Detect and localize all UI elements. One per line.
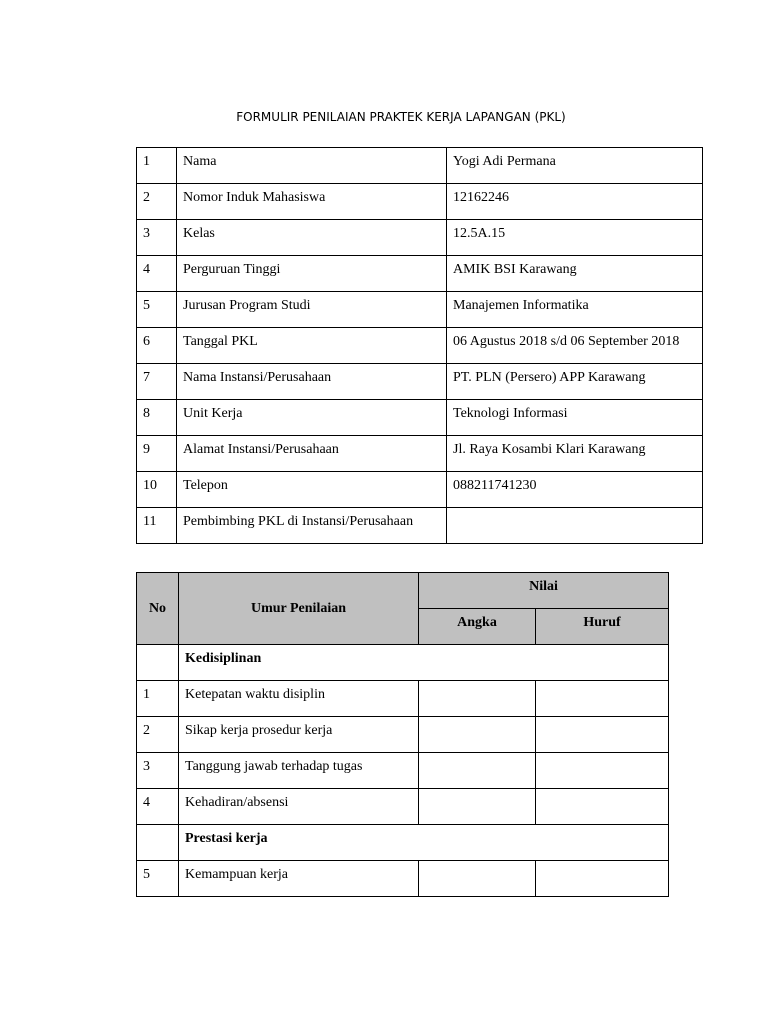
criteria-label: Sikap kerja prosedur kerja: [179, 717, 419, 753]
criteria-number: 2: [137, 717, 179, 753]
info-row: [137, 436, 703, 472]
info-row-number: 6: [137, 328, 177, 364]
score-angka-cell[interactable]: [419, 717, 536, 753]
info-row-value: 088211741230: [447, 472, 703, 508]
info-row: [137, 256, 703, 292]
criteria-row: [137, 789, 669, 825]
info-row: [137, 364, 703, 400]
info-row: [137, 220, 703, 256]
info-row: [137, 508, 703, 544]
header-item: Umur Penilaian: [179, 573, 419, 645]
info-row-value: AMIK BSI Karawang: [447, 256, 703, 292]
info-row-value: Teknologi Informasi: [447, 400, 703, 436]
criteria-row: [137, 753, 669, 789]
info-row-number: 8: [137, 400, 177, 436]
header-huruf: Huruf: [536, 609, 669, 645]
score-angka-cell[interactable]: [419, 753, 536, 789]
info-row-value: Manajemen Informatika: [447, 292, 703, 328]
score-huruf-cell[interactable]: [536, 681, 669, 717]
grading-header-row: [137, 573, 669, 609]
info-row-label: Pembimbing PKL di Instansi/Perusahaan: [177, 508, 447, 544]
header-angka: Angka: [419, 609, 536, 645]
info-row-number: 4: [137, 256, 177, 292]
info-row-label: Alamat Instansi/Perusahaan: [177, 436, 447, 472]
info-row-value: 06 Agustus 2018 s/d 06 September 2018: [447, 328, 703, 364]
section-row: [137, 825, 669, 861]
info-row: [137, 328, 703, 364]
info-row-label: Nomor Induk Mahasiswa: [177, 184, 447, 220]
info-row-number: 5: [137, 292, 177, 328]
criteria-label: Kemampuan kerja: [179, 861, 419, 897]
form-title: FORMULIR PENILAIAN PRAKTEK KERJA LAPANGAN (PKL): [236, 110, 566, 124]
info-row-number: 11: [137, 508, 177, 544]
info-row-number: 1: [137, 148, 177, 184]
criteria-row: [137, 717, 669, 753]
score-huruf-cell[interactable]: [536, 717, 669, 753]
info-row-number: 7: [137, 364, 177, 400]
info-row-value: PT. PLN (Persero) APP Karawang: [447, 364, 703, 400]
criteria-row: [137, 681, 669, 717]
criteria-label: Ketepatan waktu disiplin: [179, 681, 419, 717]
grading-table: [136, 572, 669, 897]
section-number-cell: [137, 645, 179, 681]
info-row-label: Nama Instansi/Perusahaan: [177, 364, 447, 400]
info-row-value: 12.5A.15: [447, 220, 703, 256]
info-row-number: 3: [137, 220, 177, 256]
info-row-number: 9: [137, 436, 177, 472]
info-row: [137, 472, 703, 508]
info-row: [137, 400, 703, 436]
info-row: [137, 292, 703, 328]
criteria-label: Tanggung jawab terhadap tugas: [179, 753, 419, 789]
score-huruf-cell[interactable]: [536, 861, 669, 897]
info-row-label: Perguruan Tinggi: [177, 256, 447, 292]
criteria-number: 4: [137, 789, 179, 825]
header-nilai: Nilai: [419, 573, 669, 609]
info-row-value: 12162246: [447, 184, 703, 220]
score-angka-cell[interactable]: [419, 789, 536, 825]
info-row: [137, 184, 703, 220]
criteria-number: 5: [137, 861, 179, 897]
info-row-value: [447, 508, 703, 544]
header-no: No: [137, 573, 179, 645]
info-row-number: 10: [137, 472, 177, 508]
criteria-label: Kehadiran/absensi: [179, 789, 419, 825]
criteria-row: [137, 861, 669, 897]
criteria-number: 1: [137, 681, 179, 717]
info-row-value: Yogi Adi Permana: [447, 148, 703, 184]
info-row-label: Jurusan Program Studi: [177, 292, 447, 328]
student-info-table: [136, 147, 703, 544]
info-row-label: Kelas: [177, 220, 447, 256]
section-title: Kedisiplinan: [179, 645, 669, 681]
info-row-label: Telepon: [177, 472, 447, 508]
section-title: Prestasi kerja: [179, 825, 669, 861]
info-row: [137, 148, 703, 184]
criteria-number: 3: [137, 753, 179, 789]
section-number-cell: [137, 825, 179, 861]
info-row-label: Tanggal PKL: [177, 328, 447, 364]
info-row-label: Nama: [177, 148, 447, 184]
info-row-label: Unit Kerja: [177, 400, 447, 436]
score-huruf-cell[interactable]: [536, 753, 669, 789]
section-row: [137, 645, 669, 681]
score-angka-cell[interactable]: [419, 681, 536, 717]
score-huruf-cell[interactable]: [536, 789, 669, 825]
score-angka-cell[interactable]: [419, 861, 536, 897]
info-row-value: Jl. Raya Kosambi Klari Karawang: [447, 436, 703, 472]
info-row-number: 2: [137, 184, 177, 220]
